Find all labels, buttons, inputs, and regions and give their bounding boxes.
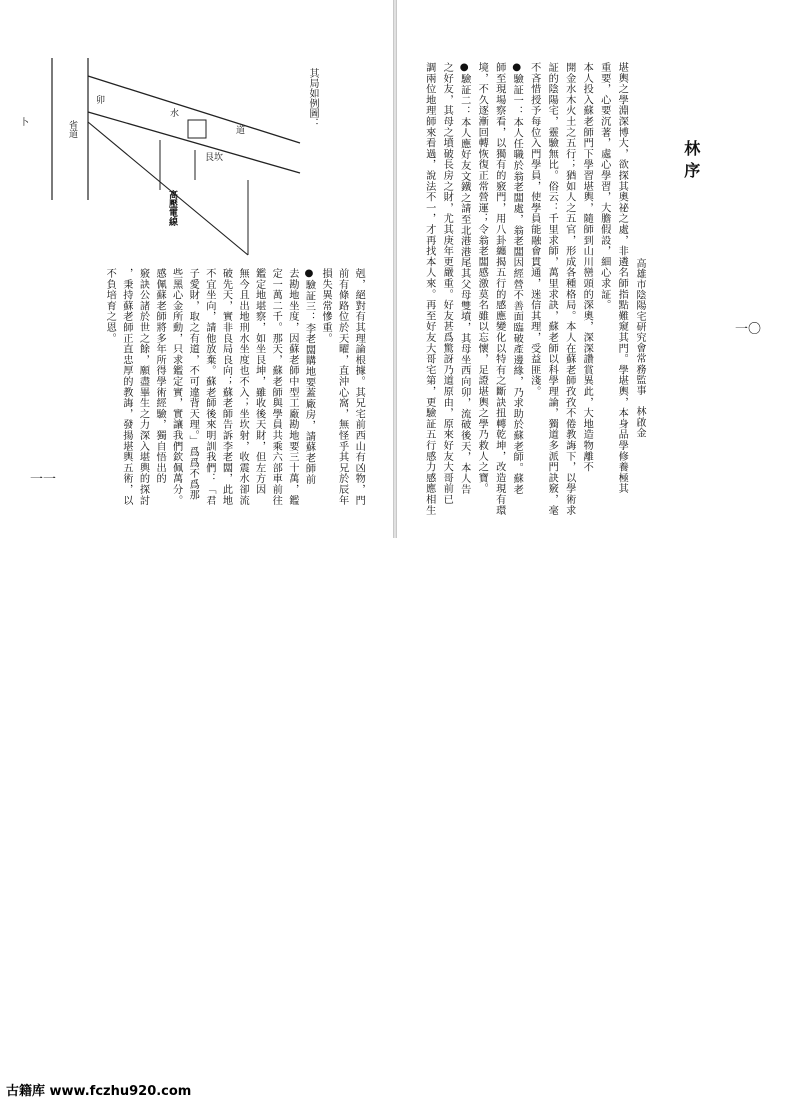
page-number: 一〇 [735,322,762,337]
right-text-column: 開金水木火土之五行；猶如人之五官，形成各種格局。本人在蘇老師孜孜不倦教誨下，以學術求 [563,62,575,516]
right-text-column: 調兩位地理師來看過，說法不一，才再找本人來。再至好友大哥宅第，更驗証五行感力感應相生 [423,62,435,516]
right-page [395,0,793,563]
left-text-column: 些黑心金所動，只求鑑定實，實讓我們欽佩萬分。 [170,268,182,506]
right-text-column: 重要，心要沉著，處心學習，大膽假設，細心求証。 [598,62,610,311]
left-text-column: ●驗証三：李老闆購地要蓋廠房，請蘇老師前 [303,268,315,485]
right-text-column: ●驗証二：本人應好友文鐵之請至北港港尾其父母雙墳，其母坐西向卯，流破後天，本人告 [458,62,470,495]
page-title: 林序 [681,140,701,184]
left-text-column: 不宜坐向，請他放棄。蘇老師後來明訓我們：「君 [203,268,215,506]
right-text-column: 堪輿之學淵深博大，欲探其奧祕之處，非遴名師指點難窺其門。學堪輿，本身品學修養極其 [616,62,628,494]
left-text-column: 不負培育之恩。 [104,268,116,344]
label-high-voltage: 高壓電線 [167,190,177,226]
diagram-caption: 其局如例圖： [307,68,318,128]
label-direction: 卜 [20,118,30,128]
page-number: 一一 [30,472,57,487]
label-mao: 卯 [96,96,106,106]
left-text-column: 去勘地坐度，因蘇老師中型工廠勘地要三十萬，鑑 [286,268,298,506]
left-page [0,0,395,563]
label-gen-kan: 艮坎 [205,153,224,163]
right-text-column: 之好友，其母之墳破長房之財，尤其庚年更嚴重。好友甚爲驚訝乃道原由，原來好友大哥前已 [441,62,453,505]
watermark-text: 古籍库 www.fczhu920.com [6,1084,192,1099]
left-text-column: 感佩蘇老師將多年所得學術經驗，獨自悟出的 [154,268,166,484]
right-text-column: 師至現場察看，以獨有的竅門，用八卦纏揭五行的感應變化以特有之斷訣扭轉乾坤，改造現有環 [493,62,505,516]
author-line: 高雄市陰陽宅研究會常務監事 林啟金 [634,258,645,439]
left-text-column: 無今且出地刑水坐度也不入；坐坎射，收震水卻流 [237,268,249,506]
label-road: 道 [236,126,246,136]
left-text-column: 定一萬二千。那天，蘇老師與學員共乘六部車前往 [270,268,282,506]
left-text-column: 鑑定地堪察，如坐艮坤，雖收後天財，但左方因 [253,268,265,495]
left-text-column: ，秉持蘇老師正直忠厚的教誨，發揚堪輿五術，以 [120,268,132,506]
left-text-column: 前有條路位於天曜，直沖心窩，無怪乎其兄於辰年 [336,268,348,506]
site-diagram [0,0,395,540]
right-text-column: 本人投入蘇老師門下學習堪輿，隨師到山川巒頭的深奧，深深讚賞異此，大地造物離不 [581,62,593,473]
right-text-column: 証的陰陽宅，靈驗無比。俗云：千里求師，萬里求訣，蘇老師以科學理論，獨道多派門訣竅，毫 [546,62,558,516]
watermark-bar [0,538,793,1099]
right-text-column: 不吝惜授予每位入門學員，使學員能融會貫通，迷信其理，受益匪淺。 [528,62,540,397]
left-text-column: 破先天，實非良局良向；蘇老師告訴李老闆，此地 [220,268,232,506]
label-river: 水 [170,109,180,119]
left-text-column: 竅訣公諸於世之餘，願盡畢生之力深入堪輿的探討 [137,268,149,506]
label-provincial-road: 省道 [67,120,77,138]
right-text-column: 境，不久逐漸回轉恢復正常營運；令翁老闆感激莫名雖以忘懷，足證堪輿之學乃救人之寶。 [476,62,488,494]
diagram-lines [0,0,395,540]
right-text-column: ●驗証一：本人任職於翁老闆處，翁老闆因經營不善面臨破產邊緣，乃求助於蘇老師。蘇老 [511,62,523,495]
left-text-column: 剋，絕對有其理論根據。其兄宅前西山有凶物，門 [353,268,365,506]
left-text-column: 子愛財，取之有道，不可違背天理。」爲爲不爲那 [187,268,199,501]
left-text-column: 損失異常慘重。 [320,268,332,344]
